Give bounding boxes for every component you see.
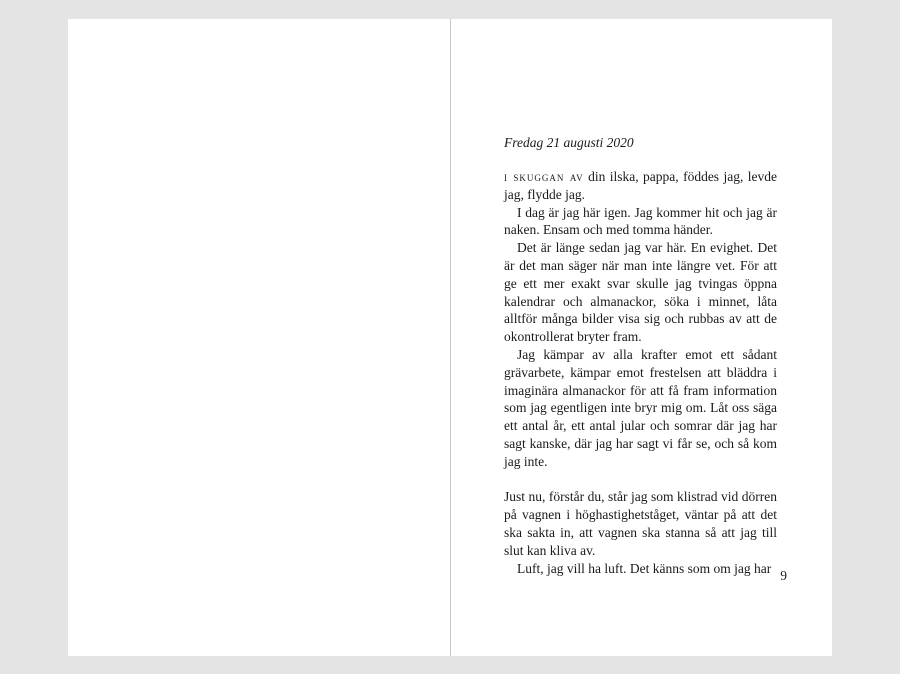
paragraph: I dag är jag här igen. Jag kommer hit och jag är naken. Ensam och med tomma händer.	[504, 204, 777, 238]
right-page	[451, 19, 832, 656]
left-page-blank	[68, 19, 450, 656]
date-heading: Fredag 21 augusti 2020	[504, 135, 634, 150]
page-number: 9	[780, 568, 787, 583]
body-text	[504, 168, 777, 577]
section-two-paragraph: Just nu, förstår du, står jag som klistrad vid dörren på vagnen i höghastighetståget, väntar på att det ska sakta in, att vagnen ska stanna så att jag till slut kan kliva av.	[504, 489, 777, 558]
paragraph: Det är länge sedan jag var här. En evighet. Det är det man säger när man inte längre vet. För att ge ett mer exakt svar skulle jag tvingas öppna kalendrar och almanackor, söka i minnet, låta alltför många bilder visa sig och rubbas av att de okontrollerat bryter fram.	[504, 240, 777, 345]
paragraph: Jag kämpar av alla krafter emot ett sådant grävarbete, kämpar emot frestelsen att bläddra i imaginära almanackor för att få fram information som jag egentligen inte bryr mig om. Låt oss säga ett antal år, ett antal jular och somrar där jag har sagt kanske, där jag har sagt vi får se, och så kom jag inte.	[504, 346, 777, 469]
opening-paragraph	[504, 168, 777, 204]
paragraph: Luft, jag vill ha luft. Det känns som om jag har	[517, 560, 772, 576]
opening-smallcaps: i skuggan av	[504, 169, 584, 184]
book-spread	[68, 19, 832, 656]
opening-rest: din ilska, pappa, föddes jag, levde jag, flydde jag.	[504, 169, 777, 202]
